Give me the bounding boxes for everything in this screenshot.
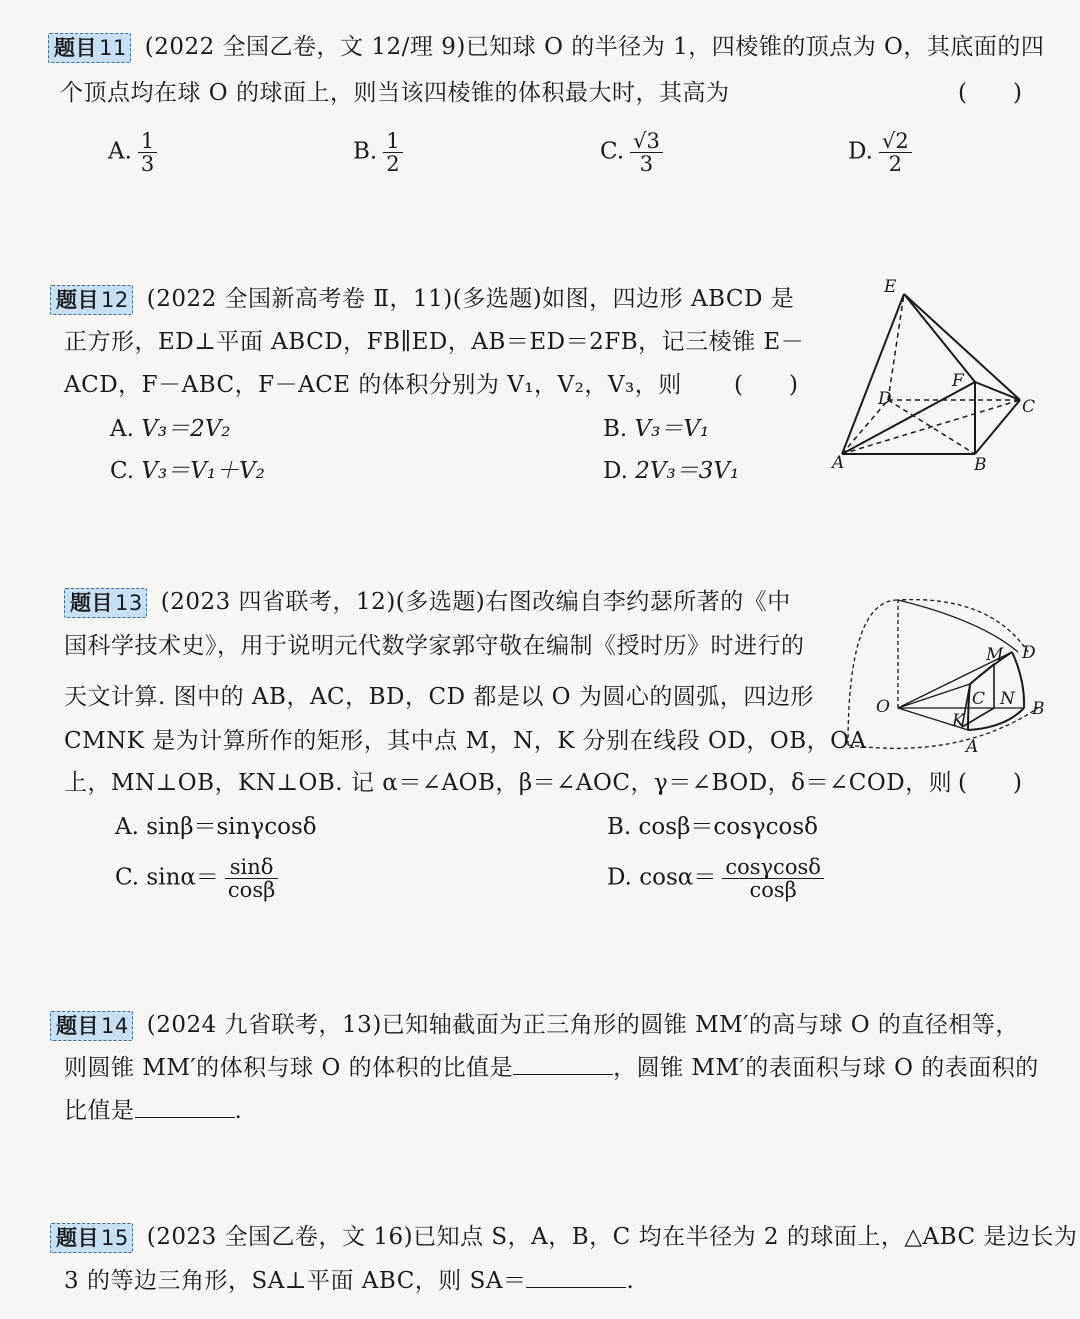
- problem-12-option-c: C. V₃＝V₁＋V₂: [110, 458, 265, 484]
- problem-14-blank-2[interactable]: [135, 1096, 235, 1118]
- problem-14-tag: 题目14: [50, 1011, 133, 1041]
- problem-11-line-1: 题目11 (2022 全国乙卷，文 12/理 9)已知球 O 的半径为 1，四棱锥的顶点为 O，其底面的四: [48, 32, 1044, 63]
- problem-13-line-3: 天文计算. 图中的 AB，AC，BD，CD 都是以 O 为圆心的圆弧，四边形: [64, 684, 814, 710]
- label-k: K: [952, 711, 965, 731]
- problem-13-line-2: 国科学技术史》，用于说明元代数学家郭守敬在编制《授时历》时进行的: [64, 633, 805, 659]
- problem-12-tag: 题目12: [50, 285, 133, 315]
- problem-13-line-5: 上，MN⊥OB，KN⊥OB. 记 α＝∠AOB，β＝∠AOC，γ＝∠BOD，δ＝∠COD，则: [64, 770, 953, 796]
- problem-11-tag: 题目11: [48, 33, 131, 63]
- problem-11-option-a: A. $\frac{1}{3}$: [108, 130, 157, 175]
- problem-14-blank-1[interactable]: [513, 1053, 613, 1075]
- problem-14-line-1: 题目14 (2024 九省联考，13)已知轴截面为正三角形的圆锥 MM′的高与球 O 的直径相等，: [50, 1010, 1019, 1041]
- problem-13-figure: [840, 580, 1055, 760]
- problem-13-option-c: C. sinα＝ $\frac{\sin\delta}{\cos\beta}$: [115, 856, 278, 901]
- problem-12-option-a: A. V₃＝2V₂: [110, 416, 231, 442]
- edge-ac: [842, 400, 1020, 454]
- problem-13-option-d: D. cosα＝ $\frac{\cos\gamma\cos\delta}{\cos\beta}$: [607, 856, 824, 901]
- problem-13-option-a: A. sinβ＝sinγcosδ: [115, 814, 317, 840]
- line-oc: [898, 684, 970, 708]
- problem-12-option-b: B. V₃＝V₁: [603, 416, 710, 442]
- problem-14-line-2: 则圆锥 MM′的体积与球 O 的体积的比值是 ，圆锥 MM′的表面积与球 O 的表面积的: [64, 1055, 1039, 1081]
- problem-11-paren: ( ): [958, 80, 1022, 106]
- label-d: D: [878, 389, 892, 409]
- label-a: A: [832, 453, 845, 473]
- problem-13-line-4: CMNK 是为计算所作的矩形，其中点 M，N，K 分别在线段 OD，OB，OA: [64, 728, 867, 754]
- label-n: N: [1000, 689, 1015, 709]
- label-e: E: [884, 277, 897, 297]
- problem-15-line-2: 3 的等边三角形，SA⊥平面 ABC，则 SA＝ .: [64, 1268, 635, 1294]
- problem-11-line-2: 个顶点均在球 O 的球面上，则当该四棱锥的体积最大时，其高为: [60, 80, 730, 106]
- problem-12-line-3: ACD，F－ABC，F－ACE 的体积分别为 V₁，V₂，V₃，则: [64, 372, 682, 398]
- edge-af: [842, 382, 975, 454]
- edge-fc: [975, 382, 1020, 400]
- label-b: B: [1032, 699, 1045, 719]
- problem-13-paren: ( ): [958, 770, 1022, 796]
- edge-ef: [904, 294, 975, 382]
- problem-13-option-b: B. cosβ＝cosγcosδ: [607, 814, 819, 840]
- problem-11-option-b: B. $\frac{1}{2}$: [353, 130, 403, 175]
- edge-bc: [975, 400, 1020, 454]
- problem-12-line-1: 题目12 (2022 全国新高考卷 Ⅱ，11)(多选题)如图，四边形 ABCD 是: [50, 284, 794, 315]
- problem-11-option-c: C. $\frac{√3}{3}$: [600, 130, 663, 175]
- problem-15-tag: 题目15: [50, 1223, 133, 1253]
- problem-15-line-1: 题目15 (2023 全国乙卷，文 16)已知点 S，A，B，C 均在半径为 2 的球面上，△ABC 是边长为: [50, 1222, 1077, 1253]
- label-o: O: [876, 697, 890, 717]
- label-c: C: [1022, 397, 1036, 417]
- problem-13-tag: 题目13: [64, 588, 147, 618]
- problem-12-paren: ( ): [734, 372, 798, 398]
- problem-12-option-d: D. 2V₃＝3V₁: [603, 458, 740, 484]
- problem-15-blank[interactable]: [526, 1266, 626, 1288]
- line-kn: [962, 708, 994, 727]
- label-d: D: [1022, 643, 1036, 663]
- arc-outline-left: [848, 600, 898, 745]
- problem-12-line-2: 正方形，ED⊥平面 ABCD，FB∥ED，AB＝ED＝2FB，记三棱锥 E－: [64, 329, 805, 355]
- problem-12-figure: [820, 272, 1050, 475]
- edge-de: [888, 294, 904, 400]
- label-m: M: [986, 645, 1004, 665]
- label-c: C: [972, 689, 986, 709]
- problem-14-line-3: 比值是 .: [64, 1098, 243, 1124]
- label-b: B: [974, 455, 987, 475]
- problem-11-option-d: D. $\frac{√2}{2}$: [848, 130, 912, 175]
- edge-ae: [842, 294, 904, 454]
- label-a: A: [966, 737, 979, 757]
- problem-13-line-1: 题目13 (2023 四省联考，12)(多选题)右图改编自李约瑟所著的《中: [64, 587, 791, 618]
- label-f: F: [952, 371, 964, 391]
